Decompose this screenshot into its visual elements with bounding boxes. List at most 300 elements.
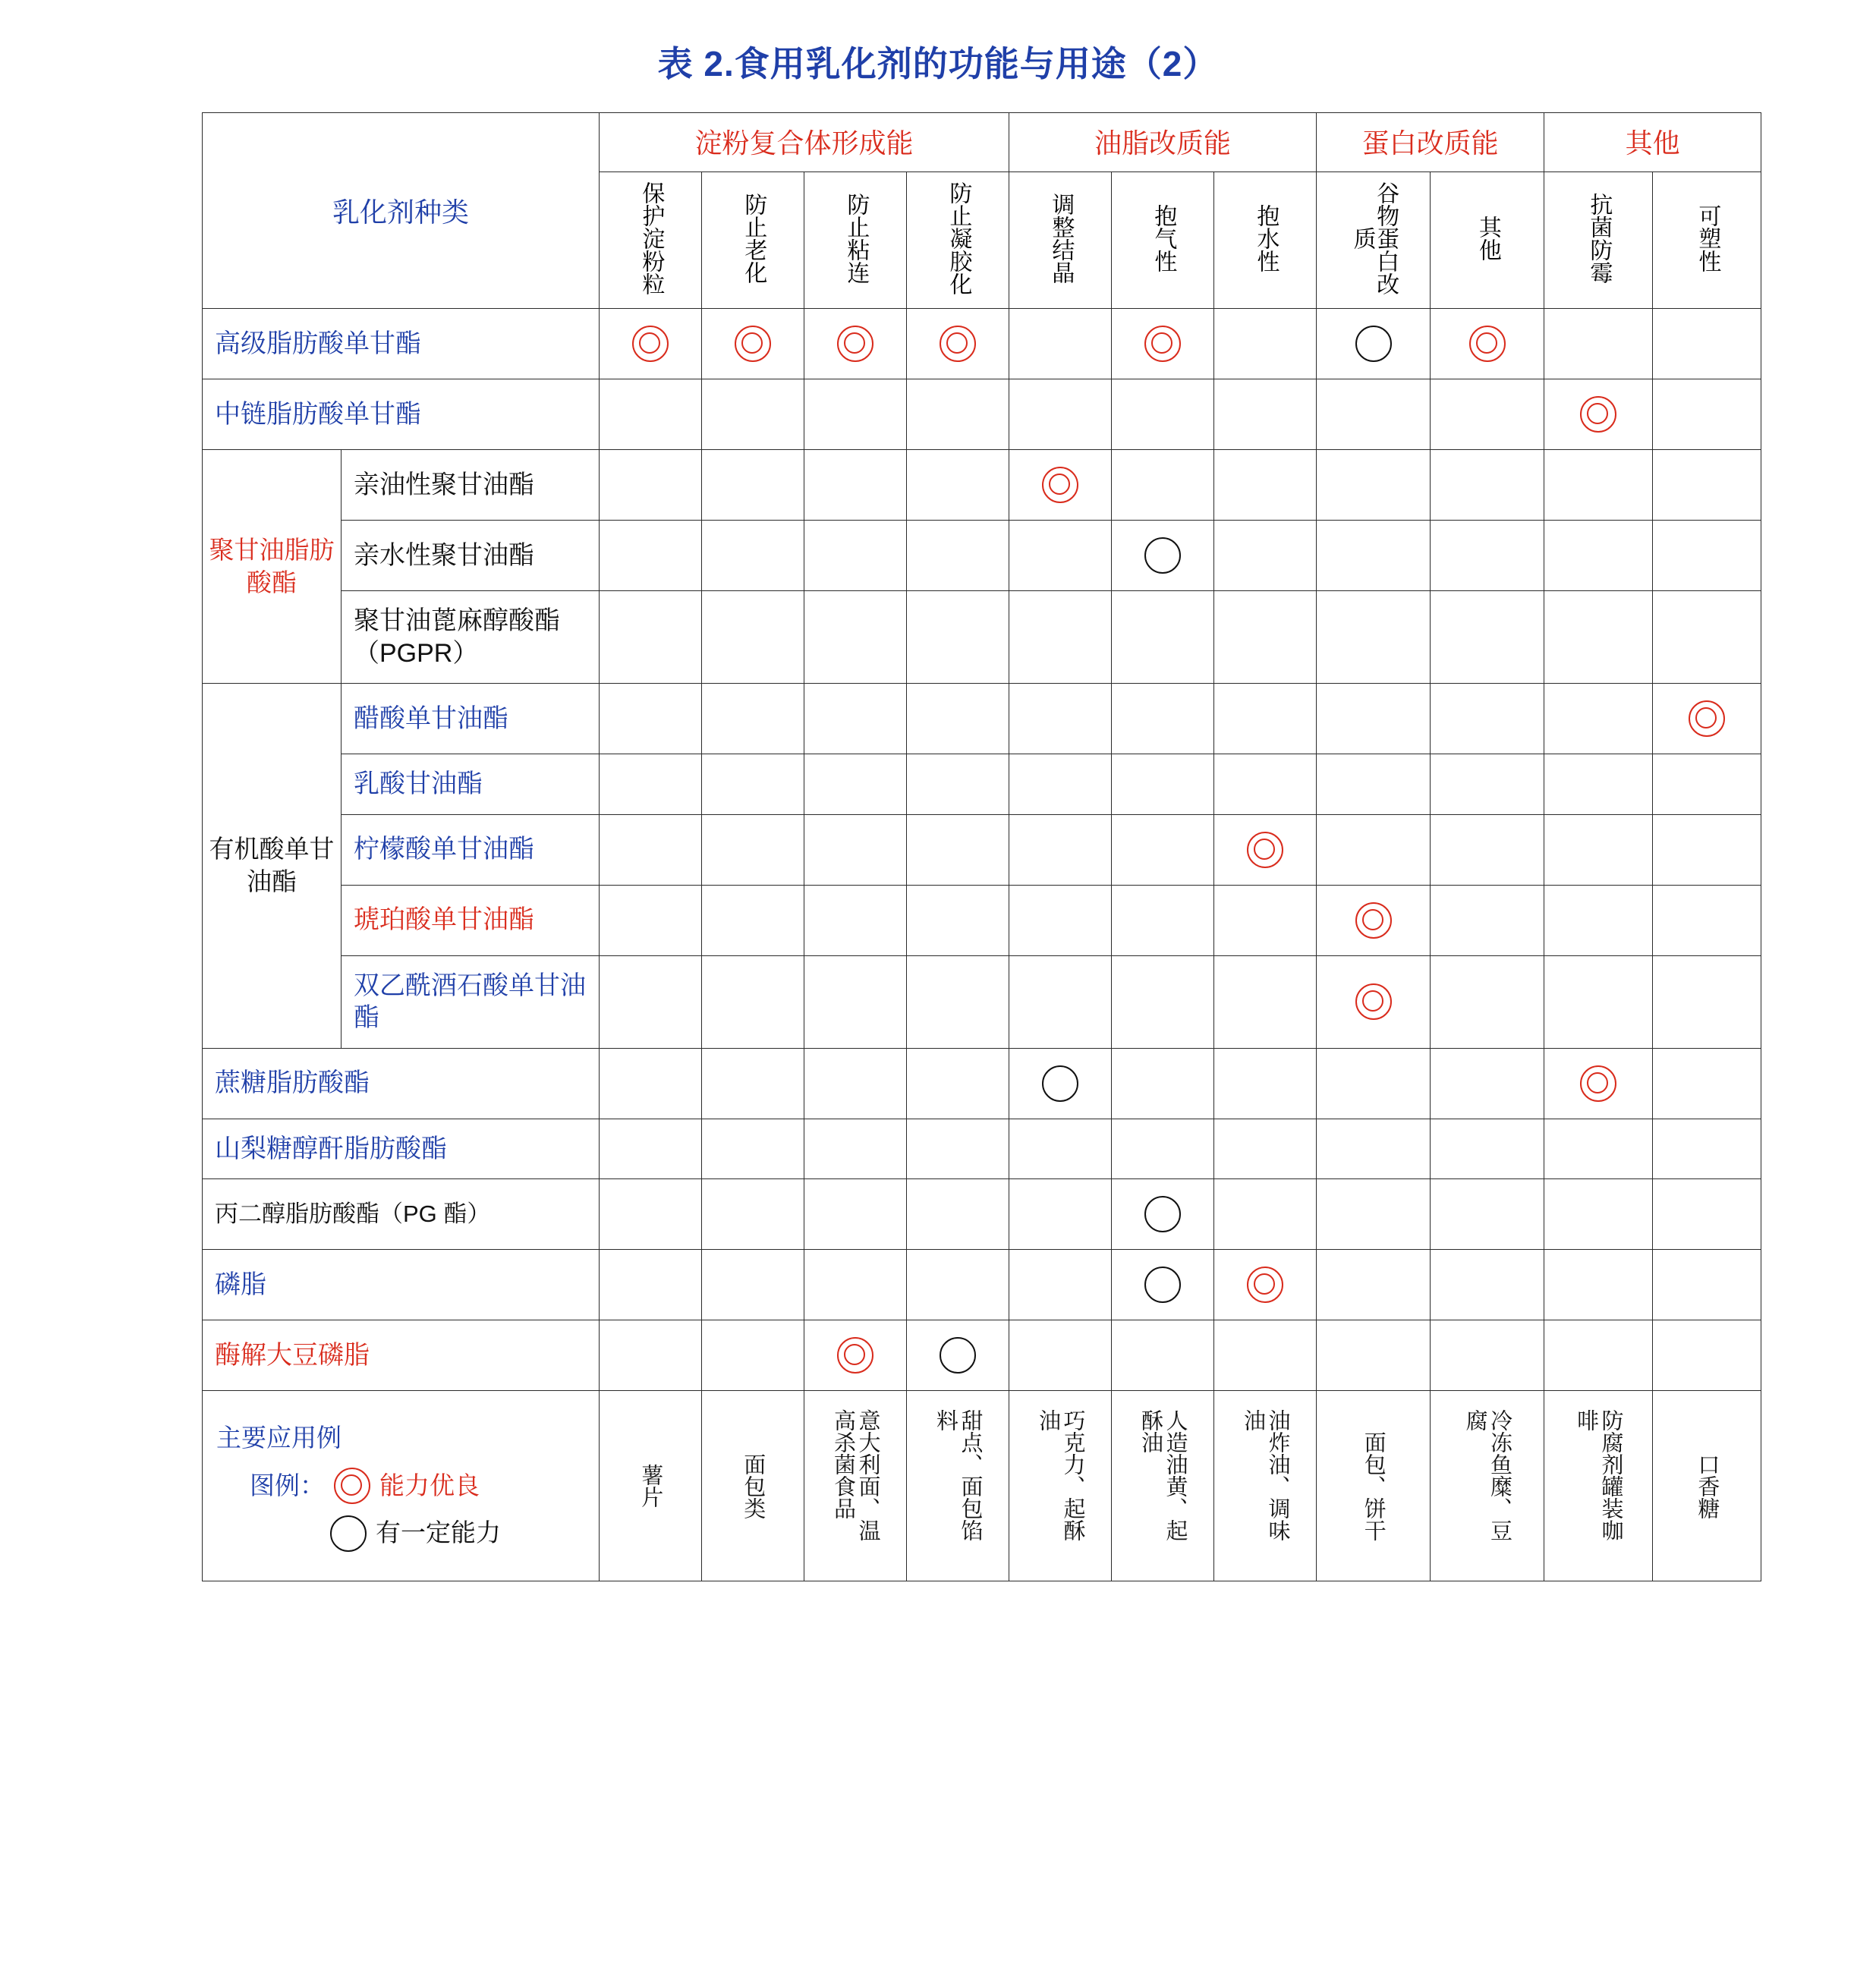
application-example [1431,1391,1544,1581]
cell-mark [1431,1179,1544,1250]
cell-mark [1653,955,1761,1048]
cell-mark [1431,684,1544,754]
cell-mark [1431,521,1544,591]
cell-mark [1544,309,1653,379]
cell-mark [600,309,702,379]
cell-mark [1544,814,1653,885]
row-name [342,955,600,1048]
mark-excellent [1580,1065,1616,1102]
cell-mark [1009,1119,1112,1179]
table-row [203,309,1761,379]
cell-mark [1653,1250,1761,1320]
application-example-label-10: 口香糖 [1695,1452,1720,1519]
table-row [203,1320,1761,1391]
cell-mark [907,379,1009,450]
row-name-label: 山梨糖醇酐脂肪酸酯 [215,1134,447,1163]
cell-mark [907,885,1009,955]
application-example-label-3: 甜点、面包馅料 [933,1409,983,1541]
row-name-label: 高级脂肪酸单甘酯 [215,329,421,358]
cell-mark [1317,309,1431,379]
cell-mark [1214,684,1317,754]
cell-mark [1009,591,1112,684]
mark-some [940,1337,976,1374]
header-sub-6 [1214,172,1317,309]
table-row [203,955,1761,1048]
mark-excellent [837,326,873,362]
legend-line-good [216,1466,585,1506]
header-group-label-3: 其他 [1625,127,1680,159]
row-category-label: 有机酸单甘油酯 [209,834,335,895]
cell-mark [1009,521,1112,591]
table-footer-row [203,1391,1761,1581]
cell-mark [1317,591,1431,684]
cell-mark [1317,1250,1431,1320]
cell-mark [702,309,804,379]
table-row [203,450,1761,521]
cell-mark [1431,309,1544,379]
table-row [203,1250,1761,1320]
table-row [203,1119,1761,1179]
row-category [203,684,342,1049]
mark-excellent [1469,326,1506,362]
header-group-1 [1009,113,1317,172]
cell-mark [1112,1048,1214,1119]
cell-mark [1431,754,1544,815]
mark-some [1355,326,1392,362]
header-group-label-2: 蛋白改质能 [1361,127,1499,159]
row-name-label: 亲水性聚甘油酯 [354,540,534,570]
cell-mark [1653,1119,1761,1179]
header-emulsifier-type [203,113,600,309]
cell-mark [1317,1119,1431,1179]
cell-mark [1431,450,1544,521]
cell-mark [600,1179,702,1250]
cell-mark [1317,684,1431,754]
cell-mark [907,1320,1009,1391]
cell-mark [1214,1048,1317,1119]
table-row [203,591,1761,684]
header-sub-label-4: 调整结晶 [1048,193,1074,284]
header-sub-label-1: 防止老化 [741,193,766,284]
cell-mark [702,1320,804,1391]
cell-mark [1544,450,1653,521]
cell-mark [702,379,804,450]
cell-mark [804,814,907,885]
application-example [907,1391,1009,1581]
row-name-label: 蔗糖脂肪酸酯 [215,1068,370,1098]
application-example [1112,1391,1214,1581]
cell-mark [1653,309,1761,379]
header-group-2 [1317,113,1544,172]
cell-mark [702,955,804,1048]
cell-mark [702,814,804,885]
mark-some [1144,537,1181,574]
cell-mark [1009,309,1112,379]
mark-excellent-icon [334,1468,370,1504]
cell-mark [1009,754,1112,815]
cell-mark [1112,684,1214,754]
header-sub-label-5: 抱气性 [1150,204,1176,272]
mark-some [1144,1267,1181,1303]
cell-mark [804,591,907,684]
mark-some [1042,1065,1078,1102]
cell-mark [1544,754,1653,815]
cell-mark [1431,1250,1544,1320]
row-name-label: 酶解大豆磷脂 [215,1340,370,1370]
cell-mark [804,521,907,591]
row-category [203,450,342,684]
cell-mark [1214,885,1317,955]
cell-mark [702,591,804,684]
cell-mark [1009,450,1112,521]
cell-mark [600,1048,702,1119]
cell-mark [1653,814,1761,885]
header-sub-3 [907,172,1009,309]
cell-mark [1112,885,1214,955]
cell-mark [1544,591,1653,684]
cell-mark [1544,1048,1653,1119]
cell-mark [1317,1179,1431,1250]
row-name-label: 柠檬酸单甘油酯 [354,835,534,864]
cell-mark [1544,684,1653,754]
cell-mark [907,1119,1009,1179]
cell-mark [600,591,702,684]
row-name-label: 琥珀酸单甘油酯 [354,905,534,935]
page-title: 表 2.食用乳化剂的功能与用途（2） [657,44,1219,83]
legend-good-label: 能力优良 [379,1471,480,1499]
cell-mark [1653,379,1761,450]
header-group-0 [600,113,1009,172]
row-name [203,1048,600,1119]
cell-mark [1317,754,1431,815]
application-example [600,1391,702,1581]
cell-mark [1214,591,1317,684]
cell-mark [600,521,702,591]
mark-excellent [1580,396,1616,433]
application-example [1214,1391,1317,1581]
cell-mark [600,1250,702,1320]
cell-mark [1544,521,1653,591]
cell-mark [1214,1250,1317,1320]
application-example-label-0: 薯片 [638,1464,663,1508]
cell-mark [1317,814,1431,885]
cell-mark [600,450,702,521]
row-name [342,754,600,815]
header-sub-0 [600,172,702,309]
cell-mark [907,1250,1009,1320]
mark-excellent [1355,902,1392,939]
cell-mark [1544,379,1653,450]
row-category-label: 聚甘油脂肪酸酯 [209,535,335,596]
mark-excellent [940,326,976,362]
table-header-row-groups [203,113,1761,172]
header-sub-label-10: 可塑性 [1695,204,1720,272]
cell-mark [804,684,907,754]
header-sub-label-8: 其他 [1475,216,1500,261]
cell-mark [1009,955,1112,1048]
cell-mark [1317,1320,1431,1391]
cell-mark [1009,814,1112,885]
header-sub-7 [1317,172,1431,309]
cell-mark [702,1119,804,1179]
mark-excellent [837,1337,873,1374]
application-example-label-6: 油炸油、调味油 [1241,1409,1290,1541]
cell-mark [1214,1119,1317,1179]
row-name [342,814,600,885]
cell-mark [1112,814,1214,885]
cell-mark [1112,955,1214,1048]
cell-mark [1431,955,1544,1048]
cell-mark [1317,450,1431,521]
cell-mark [1009,684,1112,754]
emulsifier-function-table-wrap [202,112,1720,1581]
cell-mark [1214,955,1317,1048]
cell-mark [1317,379,1431,450]
cell-mark [804,309,907,379]
row-name-label: 中链脂肪酸单甘酯 [215,399,421,429]
row-name-label: 醋酸单甘油酯 [354,703,508,733]
cell-mark [702,885,804,955]
cell-mark [804,1179,907,1250]
cell-mark [804,1320,907,1391]
cell-mark [702,521,804,591]
cell-mark [804,1048,907,1119]
row-name-label: 乳酸甘油酯 [354,769,483,798]
cell-mark [600,1119,702,1179]
cell-mark [1112,521,1214,591]
cell-mark [907,521,1009,591]
row-name-label: 丙二醇脂肪酸酯（PG 酯） [215,1200,491,1227]
application-example-label-5: 人造油黄、起酥油 [1138,1409,1188,1541]
cell-mark [1112,1320,1214,1391]
cell-mark [1653,1179,1761,1250]
cell-mark [1653,1320,1761,1391]
cell-mark [1112,1119,1214,1179]
application-example [1653,1391,1761,1581]
cell-mark [1317,955,1431,1048]
header-sub-10 [1653,172,1761,309]
header-sub-label-3: 防止凝胶化 [946,181,971,295]
table-row [203,1048,1761,1119]
row-name [203,379,600,450]
cell-mark [907,955,1009,1048]
application-example [1317,1391,1431,1581]
mark-excellent [632,326,669,362]
cell-mark [600,379,702,450]
cell-mark [907,1179,1009,1250]
cell-mark [1214,1320,1317,1391]
row-name-label: 亲油性聚甘油酯 [354,470,534,499]
cell-mark [1544,1250,1653,1320]
table-row [203,684,1761,754]
mark-some-icon [330,1515,367,1552]
cell-mark [907,591,1009,684]
table-row [203,521,1761,591]
mark-excellent [1042,467,1078,503]
cell-mark [1431,1119,1544,1179]
cell-mark [1431,591,1544,684]
cell-mark [1653,885,1761,955]
cell-mark [600,1320,702,1391]
mark-excellent [1355,983,1392,1020]
cell-mark [702,1250,804,1320]
cell-mark [1544,1179,1653,1250]
cell-mark [702,684,804,754]
cell-mark [1009,1179,1112,1250]
cell-mark [702,1048,804,1119]
header-sub-1 [702,172,804,309]
application-example-label-4: 巧克力、起酥油 [1036,1409,1085,1541]
legend-some-label: 有一定能力 [376,1518,501,1547]
cell-mark [1112,309,1214,379]
cell-mark [907,1048,1009,1119]
row-name [342,591,600,684]
cell-mark [1009,1320,1112,1391]
cell-mark [1112,1250,1214,1320]
table-row [203,1179,1761,1250]
legend-line-some [216,1513,585,1553]
cell-mark [907,309,1009,379]
cell-mark [1544,885,1653,955]
mark-excellent [1144,326,1181,362]
cell-mark [1317,885,1431,955]
application-example-label-2: 意大利面、温高杀菌食品 [831,1409,880,1541]
application-example-label-7: 面包、饼干 [1361,1430,1386,1541]
cell-mark [804,1250,907,1320]
header-sub-8 [1431,172,1544,309]
mark-excellent [735,326,771,362]
header-sub-label-9: 抗菌防霉 [1586,193,1612,284]
cell-mark [1214,379,1317,450]
cell-mark [1431,814,1544,885]
table-row [203,754,1761,815]
cell-mark [702,754,804,815]
header-sub-5 [1112,172,1214,309]
cell-mark [1214,521,1317,591]
application-example [804,1391,907,1581]
cell-mark [1653,521,1761,591]
row-name [203,1320,600,1391]
row-name [203,1250,600,1320]
cell-mark [1544,1119,1653,1179]
cell-mark [1112,379,1214,450]
header-sub-4 [1009,172,1112,309]
table-row [203,885,1761,955]
cell-mark [600,814,702,885]
mark-some [1144,1196,1181,1232]
row-name [203,1119,600,1179]
cell-mark [1214,814,1317,885]
cell-mark [1214,1179,1317,1250]
cell-mark [1214,450,1317,521]
cell-mark [1214,754,1317,815]
cell-mark [1317,1048,1431,1119]
table-row [203,379,1761,450]
header-sub-9 [1544,172,1653,309]
row-name [342,885,600,955]
cell-mark [1009,885,1112,955]
header-sub-label-6: 抱水性 [1253,204,1279,272]
application-example [702,1391,804,1581]
cell-mark [600,754,702,815]
cell-mark [1653,754,1761,815]
cell-mark [804,1119,907,1179]
cell-mark [1112,754,1214,815]
cell-mark [1214,309,1317,379]
cell-mark [1112,450,1214,521]
cell-mark [804,955,907,1048]
cell-mark [1317,521,1431,591]
application-example [1544,1391,1653,1581]
row-name [203,309,600,379]
header-group-label-0: 淀粉复合体形成能 [694,127,914,159]
legend-prefix: 图例： [250,1471,325,1499]
cell-mark [1431,379,1544,450]
cell-mark [1431,1320,1544,1391]
cell-mark [1112,1179,1214,1250]
cell-mark [1544,955,1653,1048]
legend-title: 主要应用例 [216,1423,342,1452]
header-group-3 [1544,113,1761,172]
cell-mark [1653,591,1761,684]
cell-mark [1431,1048,1544,1119]
header-sub-label-2: 防止粘连 [843,193,869,284]
cell-mark [804,885,907,955]
cell-mark [1431,885,1544,955]
cell-mark [1653,1048,1761,1119]
mark-excellent [1689,700,1725,737]
cell-mark [804,379,907,450]
cell-mark [702,450,804,521]
cell-mark [907,754,1009,815]
header-sub-label-7: 谷物蛋白改质 [1349,181,1399,295]
cell-mark [907,450,1009,521]
cell-mark [1009,1250,1112,1320]
legend-cell [203,1391,600,1581]
legend [203,1406,599,1565]
cell-mark [804,450,907,521]
row-name [203,1179,600,1250]
header-sub-2 [804,172,907,309]
header-emulsifier-type-label: 乳化剂种类 [332,197,470,228]
cell-mark [1112,591,1214,684]
header-group-label-1: 油脂改质能 [1094,127,1232,159]
application-example-label-1: 面包类 [741,1452,766,1519]
cell-mark [804,754,907,815]
mark-excellent [1247,832,1283,868]
cell-mark [702,1179,804,1250]
cell-mark [1653,684,1761,754]
cell-mark [1009,379,1112,450]
cell-mark [907,814,1009,885]
row-name [342,450,600,521]
cell-mark [600,684,702,754]
cell-mark [1653,450,1761,521]
cell-mark [907,684,1009,754]
application-example-label-8: 冷冻鱼糜、豆腐 [1462,1409,1512,1541]
row-name-label: 聚甘油蓖麻醇酸酯（PGPR） [354,606,560,668]
table-row [203,814,1761,885]
row-name-label: 磷脂 [215,1270,266,1299]
application-example-label-9: 防腐剂罐装咖啡 [1574,1409,1623,1541]
header-sub-label-0: 保护淀粉粒 [638,181,664,295]
row-name [342,521,600,591]
row-name-label: 双乙酰酒石酸单甘油酯 [354,971,586,1032]
row-name [342,684,600,754]
mark-excellent [1247,1267,1283,1303]
cell-mark [1009,1048,1112,1119]
application-example [1009,1391,1112,1581]
